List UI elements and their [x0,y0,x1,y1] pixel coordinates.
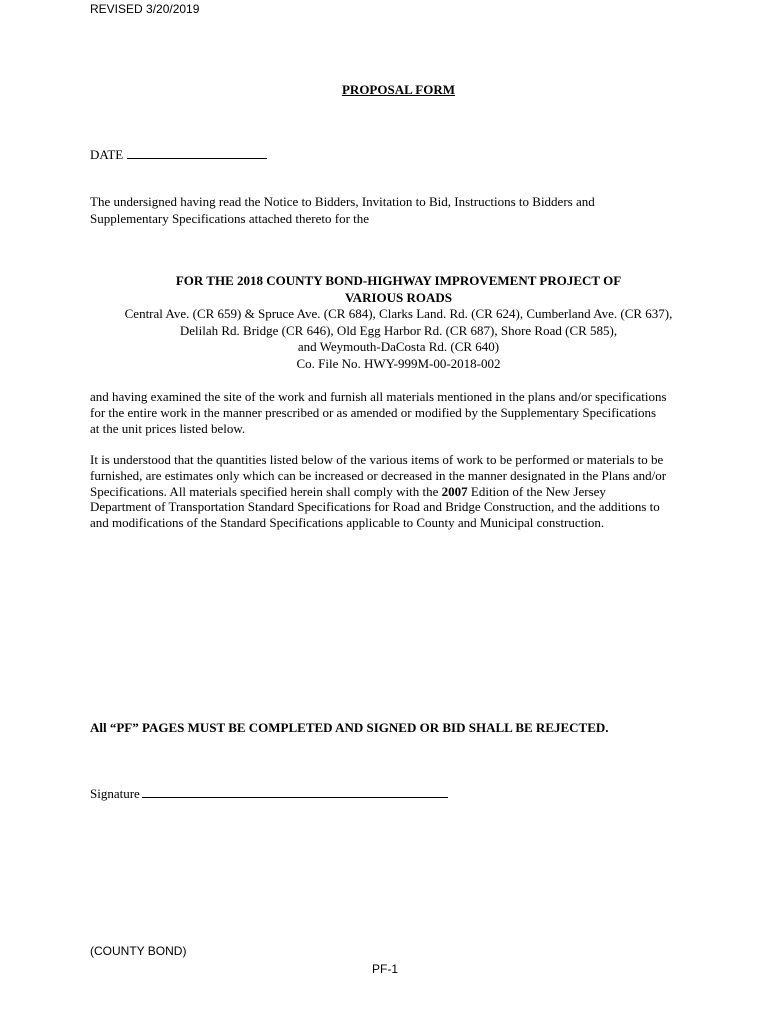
edition-year: 2007 [441,483,468,499]
signature-input-line[interactable] [142,785,448,798]
footer-county-bond: (COUNTY BOND) [90,944,187,958]
project-roads-line: Delilah Rd. Bridge (CR 646), Old Egg Harbor Rd. (CR 687), Shore Road (CR 585), [179,322,618,338]
paragraph-line: furnished, are estimates only which can be increased or decreased in the manner designated in the Plans and/or [90,467,667,483]
date-label: DATE [90,147,124,162]
page-title: PROPOSAL FORM [341,82,456,97]
date-field [90,146,267,163]
paragraph-line: and having examined the site of the work and furnish all materials mentioned in the plans and/or specifications [90,389,667,404]
paragraph-line: It is understood that the quantities listed below of the various items of work to be performed or materials to be [90,452,664,467]
signature-label: Signature [90,786,140,801]
project-roads-line: Central Ave. (CR 659) & Spruce Ave. (CR 684), Clarks Land. Rd. (CR 624), Cumberland Ave. (CR 637), [124,306,673,321]
quantities-paragraph [90,452,720,531]
paragraph-line: and modifications of the Standard Specifications applicable to County and Municipal construction. [90,515,605,531]
revision-date: REVISED 3/20/2019 [90,2,200,16]
site-examination-paragraph [90,389,720,437]
intro-line: Supplementary Specifications attached thereto for the [90,210,370,226]
paragraph-line: for the entire work in the manner prescribed or as amended or modified by the Supplementary Specifications [90,405,657,420]
intro-line: The undersigned having read the Notice to Bidders, Invitation to Bid, Instructions to Bidders and [90,194,595,209]
paragraph-line: at the unit prices listed below. [90,421,246,436]
rejection-warning: All “PF” PAGES MUST BE COMPLETED AND SIGNED OR BID SHALL BE REJECTED. [90,720,609,735]
signature-field [90,785,448,802]
project-title-line: VARIOUS ROADS [344,289,453,305]
paragraph-line: Department of Transportation Standard Specifications for Road and Bridge Construction, and the additions to [90,499,660,515]
paragraph-text: Edition of the New Jersey [467,483,606,499]
project-title-line: FOR THE 2018 COUNTY BOND-HIGHWAY IMPROVEMENT PROJECT OF [175,273,622,288]
intro-paragraph [90,194,690,227]
project-block [0,273,770,372]
paragraph-line [90,484,720,500]
project-roads-line: and Weymouth-DaCosta Rd. (CR 640) [297,339,500,354]
project-file-number: Co. File No. HWY-999M-00-2018-002 [296,355,501,371]
paragraph-text: Specifications. All materials specified herein shall comply with the [90,483,442,499]
date-input-line[interactable] [127,146,267,159]
page-number: PF-1 [371,962,398,976]
